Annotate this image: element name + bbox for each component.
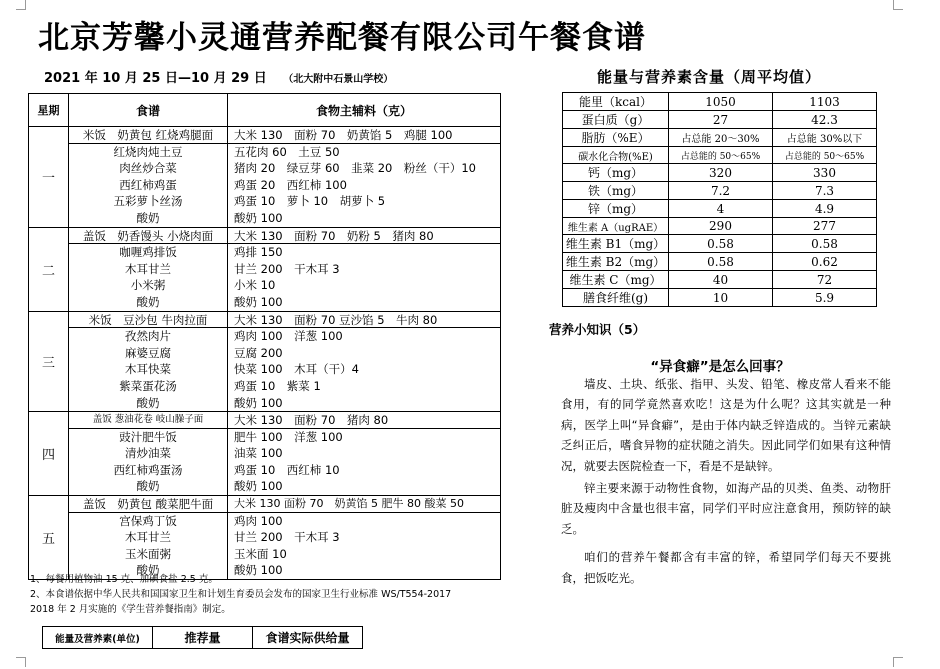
- ingredient-item: 大米 130 面粉 70 奶黄馅 5 肥牛 80 酸菜 50: [228, 496, 500, 513]
- dish-item: 米饭 豆沙包 牛肉拉面: [69, 312, 227, 329]
- dish-list: [69, 227, 228, 311]
- nutrient-label: 铁（mg）: [563, 182, 669, 200]
- menu-day-row: [29, 412, 501, 496]
- dish-list: [69, 127, 228, 228]
- ingredient-item: 酸奶 100: [234, 294, 283, 309]
- ingredient-item: 五花肉 60 土豆 50: [234, 144, 340, 159]
- dish-item: 紫菜蛋花汤: [119, 378, 177, 393]
- nutrient-actual: 占总能的 50～65%: [773, 147, 877, 164]
- dish-item: 米饭 奶黄包 红烧鸡腿面: [69, 127, 227, 144]
- ingredient-item: 大米 130 面粉 70 豆沙馅 5 牛肉 80: [228, 312, 500, 329]
- nutrient-label: 锌（mg）: [563, 200, 669, 218]
- ingredient-item: 甘兰 200 干木耳 3: [234, 530, 340, 545]
- page-title: 北京芳馨小灵通营养配餐有限公司午餐食谱: [38, 20, 646, 56]
- ingredient-item: 鸡肉 100 洋葱 100: [234, 329, 343, 344]
- nutrition-row: [563, 111, 877, 129]
- header-recipe: 食谱: [69, 94, 228, 127]
- nutrition-row: [563, 200, 877, 218]
- ingredient-item: 鸡蛋 10 西红柿 10: [234, 462, 340, 477]
- day-label: 三: [29, 311, 69, 412]
- nutrient-label: 碳水化合物(%E): [563, 147, 669, 164]
- ingredient-item: 鸡蛋 10 萝卜 10 胡萝卜 5: [234, 194, 386, 209]
- nutrition-row: [563, 289, 877, 307]
- crop-mark-bottom-left: [16, 657, 26, 667]
- nutrient-label: 能里（kcal）: [563, 93, 669, 111]
- nutrition-row: [563, 182, 877, 200]
- ingredient-item: 小米 10: [234, 278, 276, 293]
- nutrient-recommended: 320: [669, 164, 773, 182]
- nutrition-row: [563, 147, 877, 164]
- nutrient-recommended: 1050: [669, 93, 773, 111]
- article-paragraph: 咱们的营养午餐都含有丰富的锌，希望同学们每天不要挑食，把饭吃光。: [561, 550, 891, 585]
- summary-header-row: [43, 627, 363, 649]
- footnote: 2、本食谱依据中华人民共和国国家卫生和计划生育委员会发布的国家卫生行业标准 WS/T554-2017: [30, 589, 452, 600]
- ingredient-list: [228, 412, 501, 496]
- ingredient-item: 酸奶 100: [234, 210, 283, 225]
- date-range: 2021 年 10 月 25 日—10 月 29 日: [44, 71, 267, 86]
- nutrient-actual: 0.62: [773, 253, 877, 271]
- nutrient-label: 维生素 C（mg）: [563, 271, 669, 289]
- menu-day-row: [29, 227, 501, 311]
- nutrient-recommended: 27: [669, 111, 773, 129]
- nutrient-recommended: 0.58: [669, 235, 773, 253]
- day-label: 五: [29, 496, 69, 580]
- day-label: 二: [29, 227, 69, 311]
- nutrient-label: 蛋白质（g）: [563, 111, 669, 129]
- dish-item: 木耳甘兰: [125, 530, 171, 545]
- dish-item: 盖饭 葱油花卷 岐山臊子面: [69, 412, 227, 429]
- dish-item: 酸奶: [136, 479, 160, 494]
- day-label: 四: [29, 412, 69, 496]
- menu-day-row: [29, 127, 501, 228]
- dish-item: 豉汁肥牛饭: [119, 429, 177, 444]
- menu-table: [28, 93, 501, 580]
- ingredient-item: 鸡蛋 20 西红柿 100: [234, 177, 347, 192]
- nutrient-actual: 330: [773, 164, 877, 182]
- dish-item: 盖饭 奶香馒头 小烧肉面: [69, 228, 227, 245]
- nutrient-label: 钙（mg）: [563, 164, 669, 182]
- nutrient-recommended: 290: [669, 218, 773, 235]
- footnotes: [30, 572, 510, 617]
- summary-header-actual: 食谱实际供给量: [253, 627, 363, 649]
- ingredient-item: 猪肉 20 绿豆芽 60 韭菜 20 粉丝（干）10: [234, 161, 476, 176]
- dish-item: 红烧肉炖土豆: [113, 144, 183, 159]
- dish-list: [69, 496, 228, 580]
- dish-item: 孜然肉片: [125, 329, 171, 344]
- article-paragraph: 锌主要来源于动物性食物，如海产品的贝类、鱼类、动物肝脏及瘦肉中含量也很丰富，同学们平时应注意食用，预防锌的缺乏。: [561, 481, 891, 536]
- ingredient-item: 快菜 100 木耳（干）4: [234, 362, 359, 377]
- ingredient-item: 大米 130 面粉 70 猪肉 80: [228, 412, 500, 429]
- ingredient-list: [228, 127, 501, 228]
- ingredient-item: 酸奶 100: [234, 479, 283, 494]
- nutrient-label: 维生素 B2（mg）: [563, 253, 669, 271]
- dish-list: [69, 412, 228, 496]
- dish-item: 清炒油菜: [125, 446, 171, 461]
- nutrition-row: [563, 218, 877, 235]
- menu-day-row: [29, 311, 501, 412]
- menu-day-row: [29, 496, 501, 580]
- nutrient-actual: 5.9: [773, 289, 877, 307]
- ingredient-item: 玉米面 10: [234, 546, 287, 561]
- dish-item: 咖喱鸡排饭: [119, 245, 177, 260]
- nutrient-actual: 277: [773, 218, 877, 235]
- dish-list: [69, 311, 228, 412]
- nutrition-row: [563, 253, 877, 271]
- dish-item: 酸奶: [136, 563, 160, 578]
- ingredient-item: 油菜 100: [234, 446, 283, 461]
- crop-mark-top-left: [16, 0, 26, 10]
- ingredient-item: 肥牛 100 洋葱 100: [234, 429, 343, 444]
- nutrient-recommended: 10: [669, 289, 773, 307]
- nutrition-table: [562, 92, 877, 307]
- summary-header-recommended: 推荐量: [153, 627, 253, 649]
- dish-item: 盖饭 奶黄包 酸菜肥牛面: [69, 496, 227, 513]
- nutrient-actual: 1103: [773, 93, 877, 111]
- summary-header-unit: 能量及营养素(单位): [43, 627, 153, 649]
- dish-item: 酸奶: [136, 210, 160, 225]
- ingredient-list: [228, 311, 501, 412]
- dish-item: 小米粥: [130, 278, 166, 293]
- date-line: [44, 67, 393, 86]
- ingredient-list: [228, 227, 501, 311]
- ingredient-item: 鸡蛋 10 紫菜 1: [234, 378, 321, 393]
- ingredient-item: 酸奶 100: [234, 563, 283, 578]
- ingredient-item: 甘兰 200 干木耳 3: [234, 261, 340, 276]
- nutrient-actual: 7.3: [773, 182, 877, 200]
- ingredient-item: 酸奶 100: [234, 395, 283, 410]
- footnote: 2018 年 2 月实施的《学生营养餐指南》制定。: [30, 604, 231, 615]
- day-label: 一: [29, 127, 69, 228]
- ingredient-item: 鸡肉 100: [234, 513, 283, 528]
- header-ingredients: 食物主辅料（克）: [228, 94, 501, 127]
- nutrient-label: 维生素 A（ugRAE）: [563, 218, 669, 235]
- nutrient-label: 维生素 B1（mg）: [563, 235, 669, 253]
- dish-item: 酸奶: [136, 395, 160, 410]
- dish-item: 麻婆豆腐: [125, 345, 171, 360]
- nutrient-label: 脂肪（%E）: [563, 129, 669, 147]
- article-body: [561, 374, 891, 588]
- article-paragraph: 墙皮、土块、纸张、指甲、头发、铅笔、橡皮常人看来不能食用，有的同学竟然喜欢吃！这是为什么呢？这其实就是一种病，医学上叫“异食癖”，是由于体内缺乏锌造成的。当锌元素缺乏纠正后，嗜食异物的症状随之消失。因此同学们如果有这种情况，就要去医院检查一下，看是不是缺锌。: [561, 377, 891, 473]
- dish-item: 西红柿鸡蛋汤: [113, 462, 183, 477]
- ingredient-list: [228, 496, 501, 580]
- knowledge-section-title: 营养小知识（5）: [549, 322, 646, 337]
- dish-item: 五彩萝卜丝汤: [113, 194, 183, 209]
- nutrient-recommended: 7.2: [669, 182, 773, 200]
- footnote: 1、每餐用植物油 15 克、加碘食盐 2.5 克。: [30, 574, 218, 585]
- nutrient-recommended: 4: [669, 200, 773, 218]
- nutrition-row: [563, 93, 877, 111]
- nutrient-actual: 42.3: [773, 111, 877, 129]
- nutrition-row: [563, 129, 877, 147]
- nutrient-recommended: 占总能的 50～65%: [669, 147, 773, 164]
- nutrition-row: [563, 164, 877, 182]
- dish-item: 西红柿鸡蛋: [119, 177, 177, 192]
- summary-table: [42, 626, 363, 649]
- header-weekday: 星期: [29, 94, 69, 127]
- nutrition-row: [563, 235, 877, 253]
- nutrient-actual: 0.58: [773, 235, 877, 253]
- ingredient-item: 豆腐 200: [234, 345, 283, 360]
- school-name: （北大附中石景山学校）: [283, 74, 394, 85]
- dish-item: 宫保鸡丁饭: [119, 513, 177, 528]
- ingredient-item: 大米 130 面粉 70 奶粉 5 猪肉 80: [228, 228, 500, 245]
- dish-item: 肉丝炒合菜: [119, 161, 177, 176]
- dish-item: 木耳快菜: [125, 362, 171, 377]
- ingredient-item: 大米 130 面粉 70 奶黄馅 5 鸡腿 100: [228, 127, 500, 144]
- nutrient-actual: 72: [773, 271, 877, 289]
- crop-mark-top-right: [893, 0, 903, 10]
- crop-mark-bottom-right: [893, 657, 903, 667]
- nutrient-recommended: 0.58: [669, 253, 773, 271]
- ingredient-item: 鸡排 150: [234, 245, 283, 260]
- nutrient-actual: 4.9: [773, 200, 877, 218]
- nutrition-row: [563, 271, 877, 289]
- dish-item: 酸奶: [136, 294, 160, 309]
- nutrient-recommended: 占总能 20～30%: [669, 129, 773, 147]
- nutrient-actual: 占总能 30%以下: [773, 129, 877, 147]
- dish-item: 玉米面粥: [125, 546, 171, 561]
- dish-item: 木耳甘兰: [125, 261, 171, 276]
- nutrition-heading: 能量与营养素含量（周平均值）: [597, 68, 822, 86]
- menu-header-row: [29, 94, 501, 127]
- article-title: “异食癖”是怎么回事？: [650, 359, 790, 375]
- nutrient-recommended: 40: [669, 271, 773, 289]
- nutrient-label: 膳食纤维(g): [563, 289, 669, 307]
